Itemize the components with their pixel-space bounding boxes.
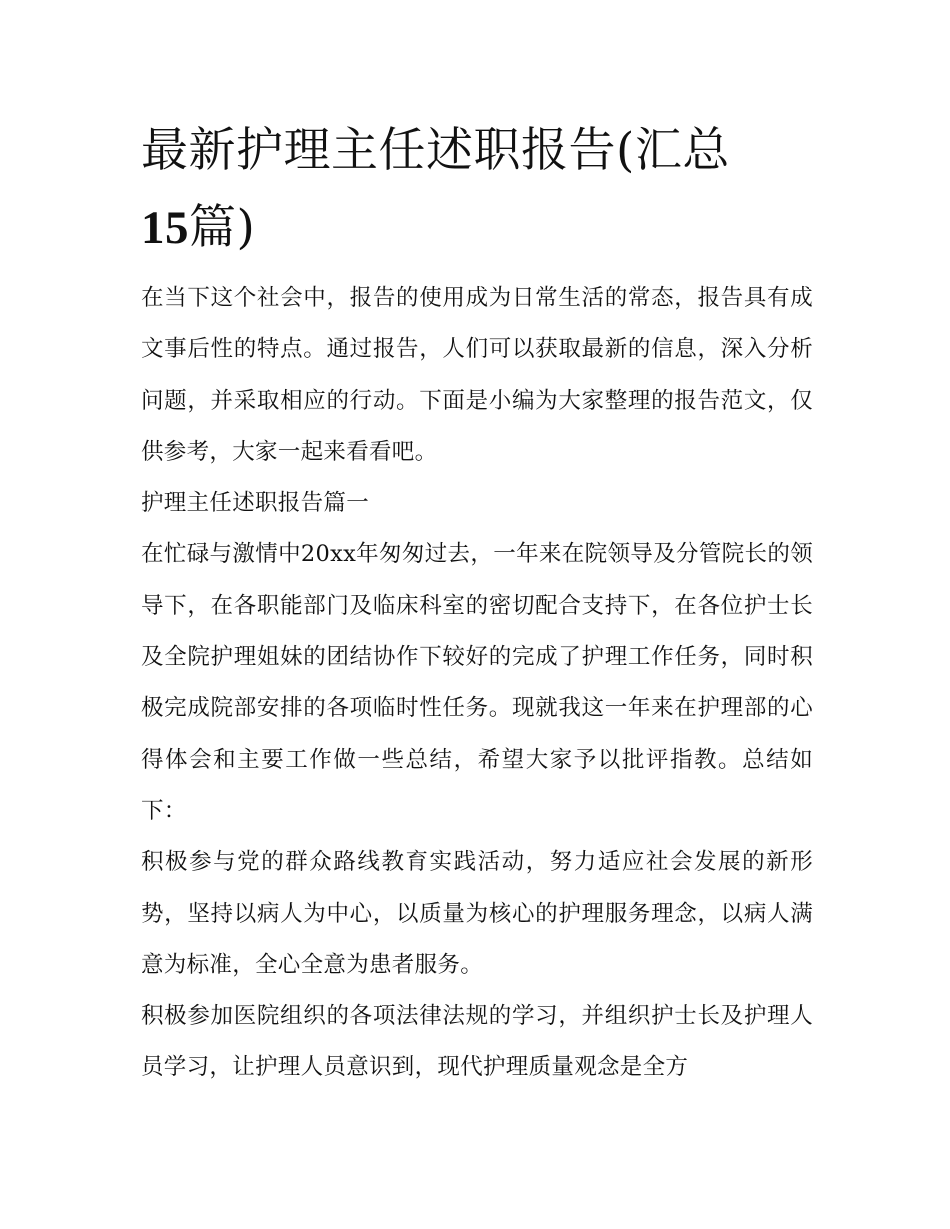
- body-paragraph: 积极参与党的群众路线教育实践活动，努力适应社会发展的新形势，坚持以病人为中心，以质量为核心的护理服务理念，以病人满意为标准，全心全意为患者服务。: [141, 849, 813, 978]
- document-title: [141, 112, 813, 267]
- title-main: 最新护理主任述职报告(汇总: [141, 123, 730, 178]
- body-paragraph: 积极参加医院组织的各项法律法规的学习，并组织护士长及护理人员学习，让护理人员意识到，现代护理质量观念是全方: [141, 1003, 813, 1081]
- title-tail: 篇): [189, 200, 256, 255]
- intro-paragraph: 在当下这个社会中，报告的使用成为日常生活的常态，报告具有成文事后性的特点。通过报告，人们可以获取最新的信息，深入分析问题，并采取相应的行动。下面是小编为大家整理的报告范文，仅供参考，大家一起来看看吧。: [141, 285, 813, 465]
- title-number: 15: [141, 202, 189, 254]
- body-paragraph: 在忙碌与激情中20xx年匆匆过去，一年来在院领导及分管院长的领导下，在各职能部门及临床科室的密切配合支持下，在各位护士长及全院护理姐妹的团结协作下较好的完成了护理工作任务，同时积极完成院部安排的各项临时性任务。现就我这一年来在护理部的心得体会和主要工作做一些总结，希望大家予以批评指教。总结如下：: [141, 541, 813, 824]
- document-content: [141, 112, 813, 1094]
- document-body: [141, 273, 813, 1094]
- section-heading: 护理主任述职报告篇一: [141, 490, 370, 517]
